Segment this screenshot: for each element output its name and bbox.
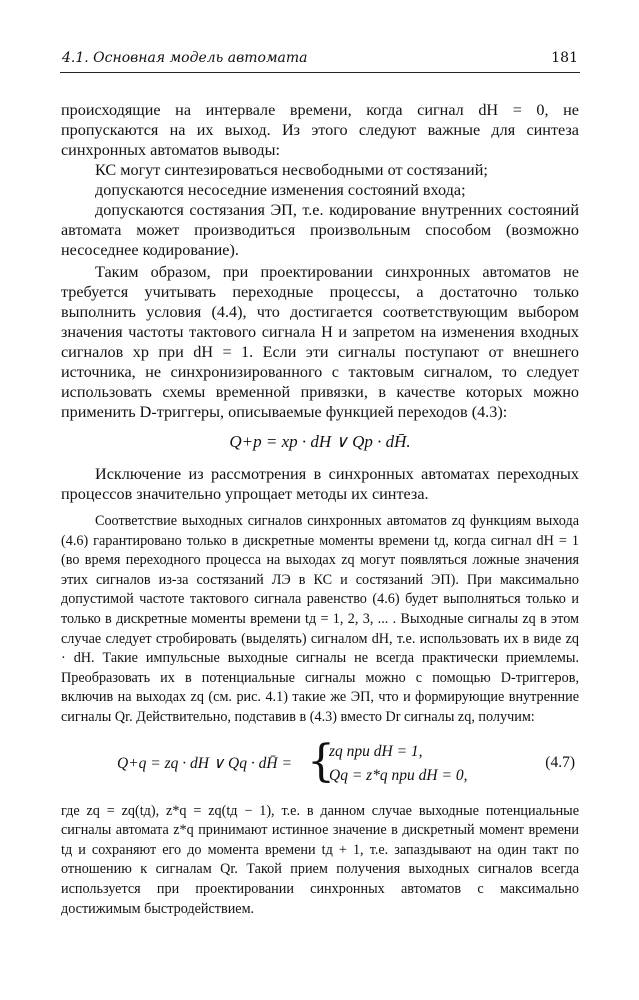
running-header	[60, 50, 580, 72]
conclusion-3: допускаются состязания ЭП, т.е. кодирование внутренних состояний автомата может производиться произвольным способом (возможно несоседнее кодирование).	[61, 201, 579, 259]
paragraph-2: Таким образом, при проектировании синхронных автоматов не требуется учитывать переходные процессы, а достаточно только выполнить условия (4.4), что достигается соответствующим выбором значения частоты тактового сигнала H и запретом на изменения входных сигналов xp при dH = 1. Если эти сигналы поступают от внешнего источника, не синхронизированного с тактовым сигналом, то следует использовать схемы временной привязки, в качестве которых можно применить D-триггеры, описываемые функцией переходов (4.3):	[61, 263, 579, 421]
formula-dtrigger: Q+p = xp · dH ∨ Qp · dH̄.	[229, 432, 411, 451]
conclusion-2: допускаются несоседние изменения состояний входа;	[95, 181, 466, 199]
paragraph-5: где zq = zq(tд), z*q = zq(tд − 1), т.е. в данном случае выходные потенциальные сигналы автомата z*q принимают истинное значение в дискретный момент времени tд и сохраняют его до момента времени tд + 1, т.е. запаздывают на один такт по отношению к сигналам Qr. Такой прием получения выходных сигналов всегда используется при проектировании синхронных автоматов с максимально достижимым быстродействием.	[61, 802, 579, 917]
formula-4-7	[61, 734, 579, 794]
header-rule	[60, 72, 580, 73]
equation-number: (4.7)	[545, 753, 575, 771]
formula-case-2: Qq = z*q при dH = 0,	[329, 766, 468, 784]
page-body	[61, 100, 579, 919]
paragraph-4: Соответствие выходных сигналов синхронных автоматов zq функциям выхода (4.6) гарантировано только в дискретные моменты времени tд, когда сигнал dH = 1 (во время переходного процесса на выходах zq могут появляться ложные значения этих сигналов из-за состязаний ЛЭ в КС и состязаний ЭП). При максимально допустимой частоте тактового сигнала равенство (4.6) будет выполняться только и только в дискретные моменты времени tд = 1, 2, 3, ... . Выходные сигналы zq в этом случае следует стробировать (выделять) сигналом dH, т.е. использовать их в виде zq · dH. Такие импульсные выходные сигналы не всегда практически приемлемы. Преобразовать их в потенциальные сигналы можно с помощью D-триггеров, включив на выходах zq (см. рис. 4.1) такие же ЭП, что и формирующие внутренние сигналы Qr. Действительно, подставив в (4.3) вместо Dr сигналы zq, получим:	[61, 513, 579, 725]
conclusion-1: КС могут синтезироваться несвободными от состязаний;	[95, 161, 488, 179]
paragraph-3: Исключение из рассмотрения в синхронных автоматах переходных процессов значительно упрощает методы их синтеза.	[61, 465, 579, 503]
formula-cases	[329, 740, 467, 788]
formula-lhs: Q+q = zq · dH ∨ Qq · dH̄ =	[117, 754, 292, 772]
formula-case-1: zq при dH = 1,	[329, 742, 423, 760]
page-number: 181	[551, 50, 578, 66]
section-title: 4.1. Основная модель автомата	[62, 50, 308, 66]
formula-brace: {	[307, 735, 335, 787]
paragraph-1: происходящие на интервале времени, когда сигнал dH = 0, не пропускаются на их выход. Из этого следуют важные для синтеза синхронных автоматов выводы:	[61, 101, 579, 159]
